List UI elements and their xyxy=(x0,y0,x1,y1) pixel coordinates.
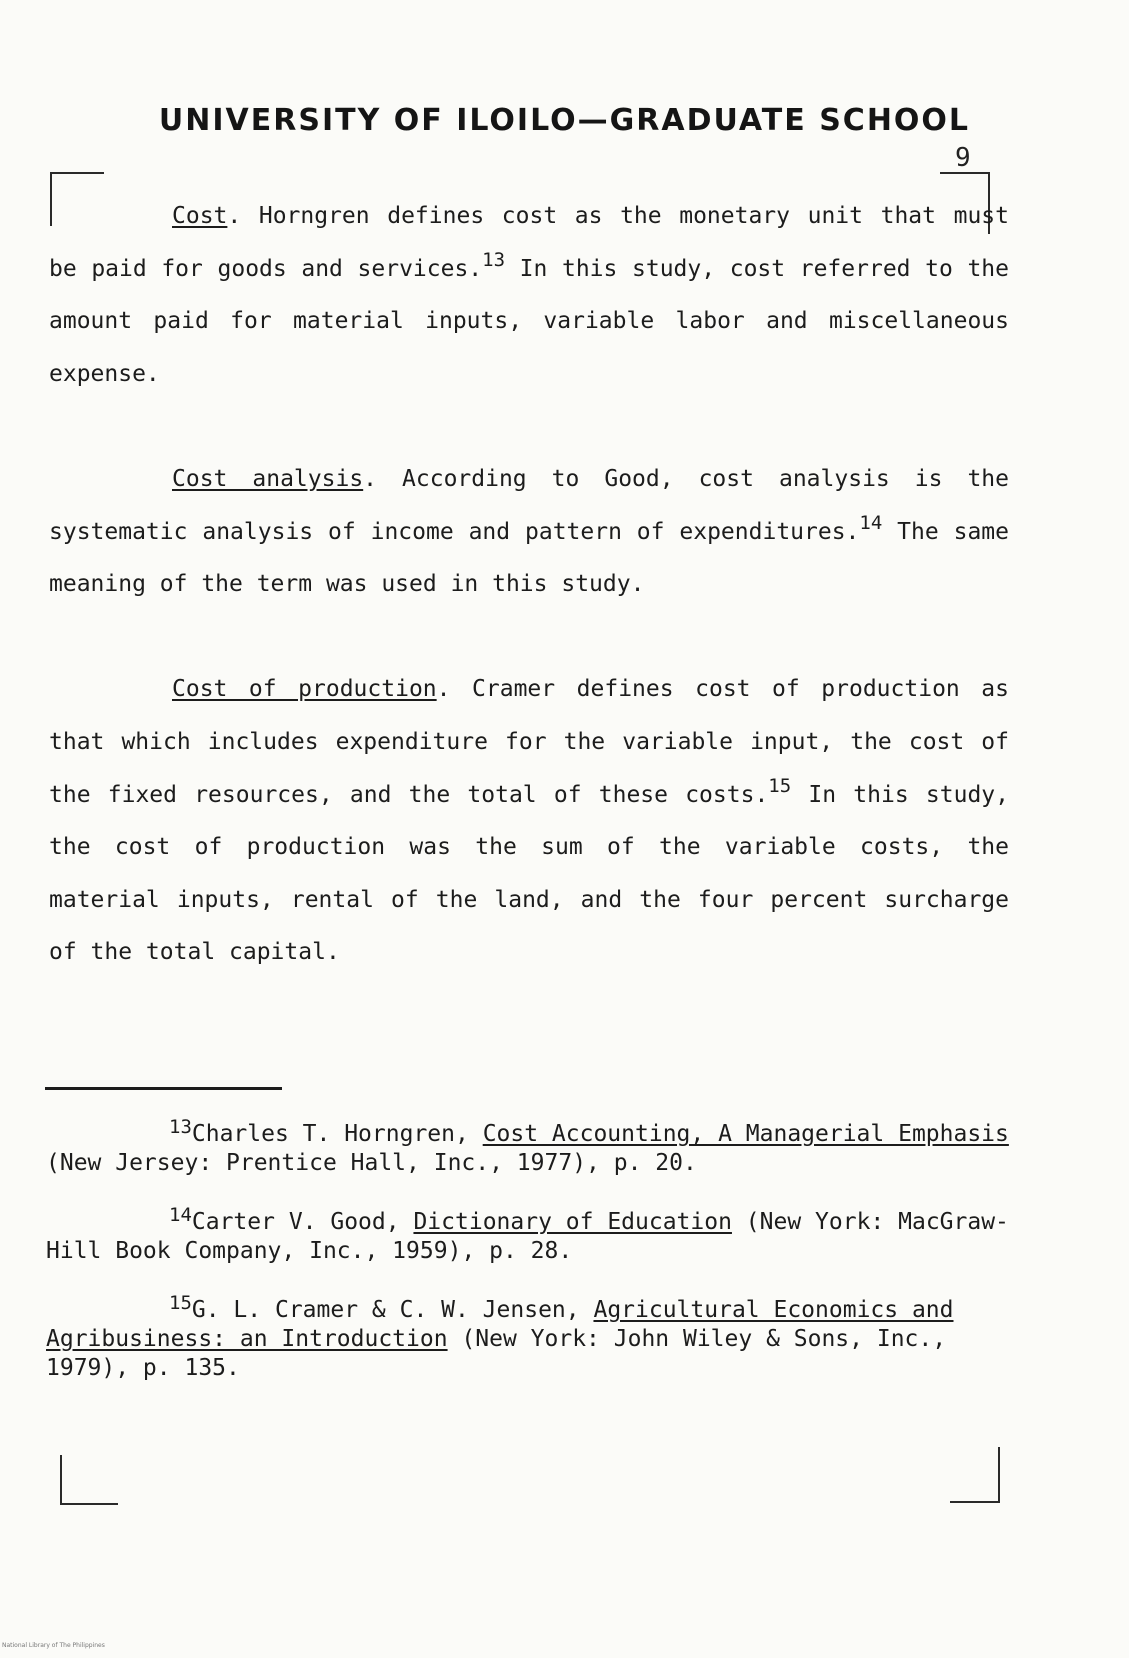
defined-term: Cost analysis xyxy=(172,465,364,492)
microfilm-credit: National Library of The Philippines xyxy=(2,1642,105,1649)
paragraph-text: . Horngren defines cost as the monetary unit that must be paid for goods and services. xyxy=(49,203,1009,282)
footnote-13 xyxy=(46,1116,1010,1178)
page-header: UNIVERSITY OF ILOILO—GRADUATE SCHOOL xyxy=(158,103,971,138)
body-text xyxy=(49,190,1009,979)
defined-term: Cost xyxy=(172,203,228,229)
footnote-title: Dictionary of Education xyxy=(413,1209,732,1235)
paragraph-text: In this study, cost referred to the amount paid for material inputs, variable labor and miscellaneous expense. xyxy=(49,255,1009,387)
paragraph-text: The same meaning of the term was used in this study. xyxy=(49,518,1009,598)
footnote-author: Carter V. Good, xyxy=(191,1209,414,1235)
footnote-ref: 13 xyxy=(482,248,506,271)
paragraph-cost-of-production xyxy=(49,663,1009,979)
footnote-publication: (New York: MacGraw-Hill Book Company, Inc., 1959), p. 28. xyxy=(46,1209,1009,1264)
footnote-publication: (New Jersey: Prentice Hall, Inc., 1977), p. 20. xyxy=(46,1150,697,1176)
footnote-rule xyxy=(45,1087,282,1090)
defined-term: Cost of production xyxy=(172,676,437,703)
crop-mark-bottom-left xyxy=(60,1455,118,1505)
paragraph-cost-analysis xyxy=(49,453,1009,611)
footnote-author: Charles T. Horngren, xyxy=(191,1121,483,1147)
page-number: 9 xyxy=(955,143,971,173)
paragraph-text: In this study, the cost of production was the sum of the variable costs, the material inputs, rental of the land, and the four percent surcharge of the total capital. xyxy=(49,781,1009,966)
crop-mark-bottom-right xyxy=(950,1447,1000,1503)
paragraph-text: . According to Good, cost analysis is the systematic analysis of income and pattern of expenditures. xyxy=(49,465,1009,545)
footnote-ref: 14 xyxy=(859,511,883,534)
footnote-number: 15 xyxy=(169,1292,192,1314)
footnote-ref: 15 xyxy=(768,774,792,797)
footnote-publication: (New York: John Wiley & Sons, Inc., 1979), p. 135. xyxy=(46,1326,947,1381)
footnote-title: Cost Accounting, A Managerial Emphasis xyxy=(482,1121,1009,1147)
paragraph-cost xyxy=(49,190,1009,400)
footnote-14 xyxy=(46,1204,1010,1266)
footnote-number: 13 xyxy=(169,1116,192,1138)
footnote-15 xyxy=(46,1292,1010,1383)
paragraph-text: . Cramer defines cost of production as that which includes expenditure for the variable input, the cost of the fixed resources, and the total of these costs. xyxy=(49,676,1009,808)
footnote-number: 14 xyxy=(169,1204,192,1226)
footnote-title: Agricultural Economics and Agribusiness: an Introduction xyxy=(46,1297,954,1352)
footnotes xyxy=(46,1116,1010,1383)
footnote-author: G. L. Cramer & C. W. Jensen, xyxy=(191,1297,594,1323)
